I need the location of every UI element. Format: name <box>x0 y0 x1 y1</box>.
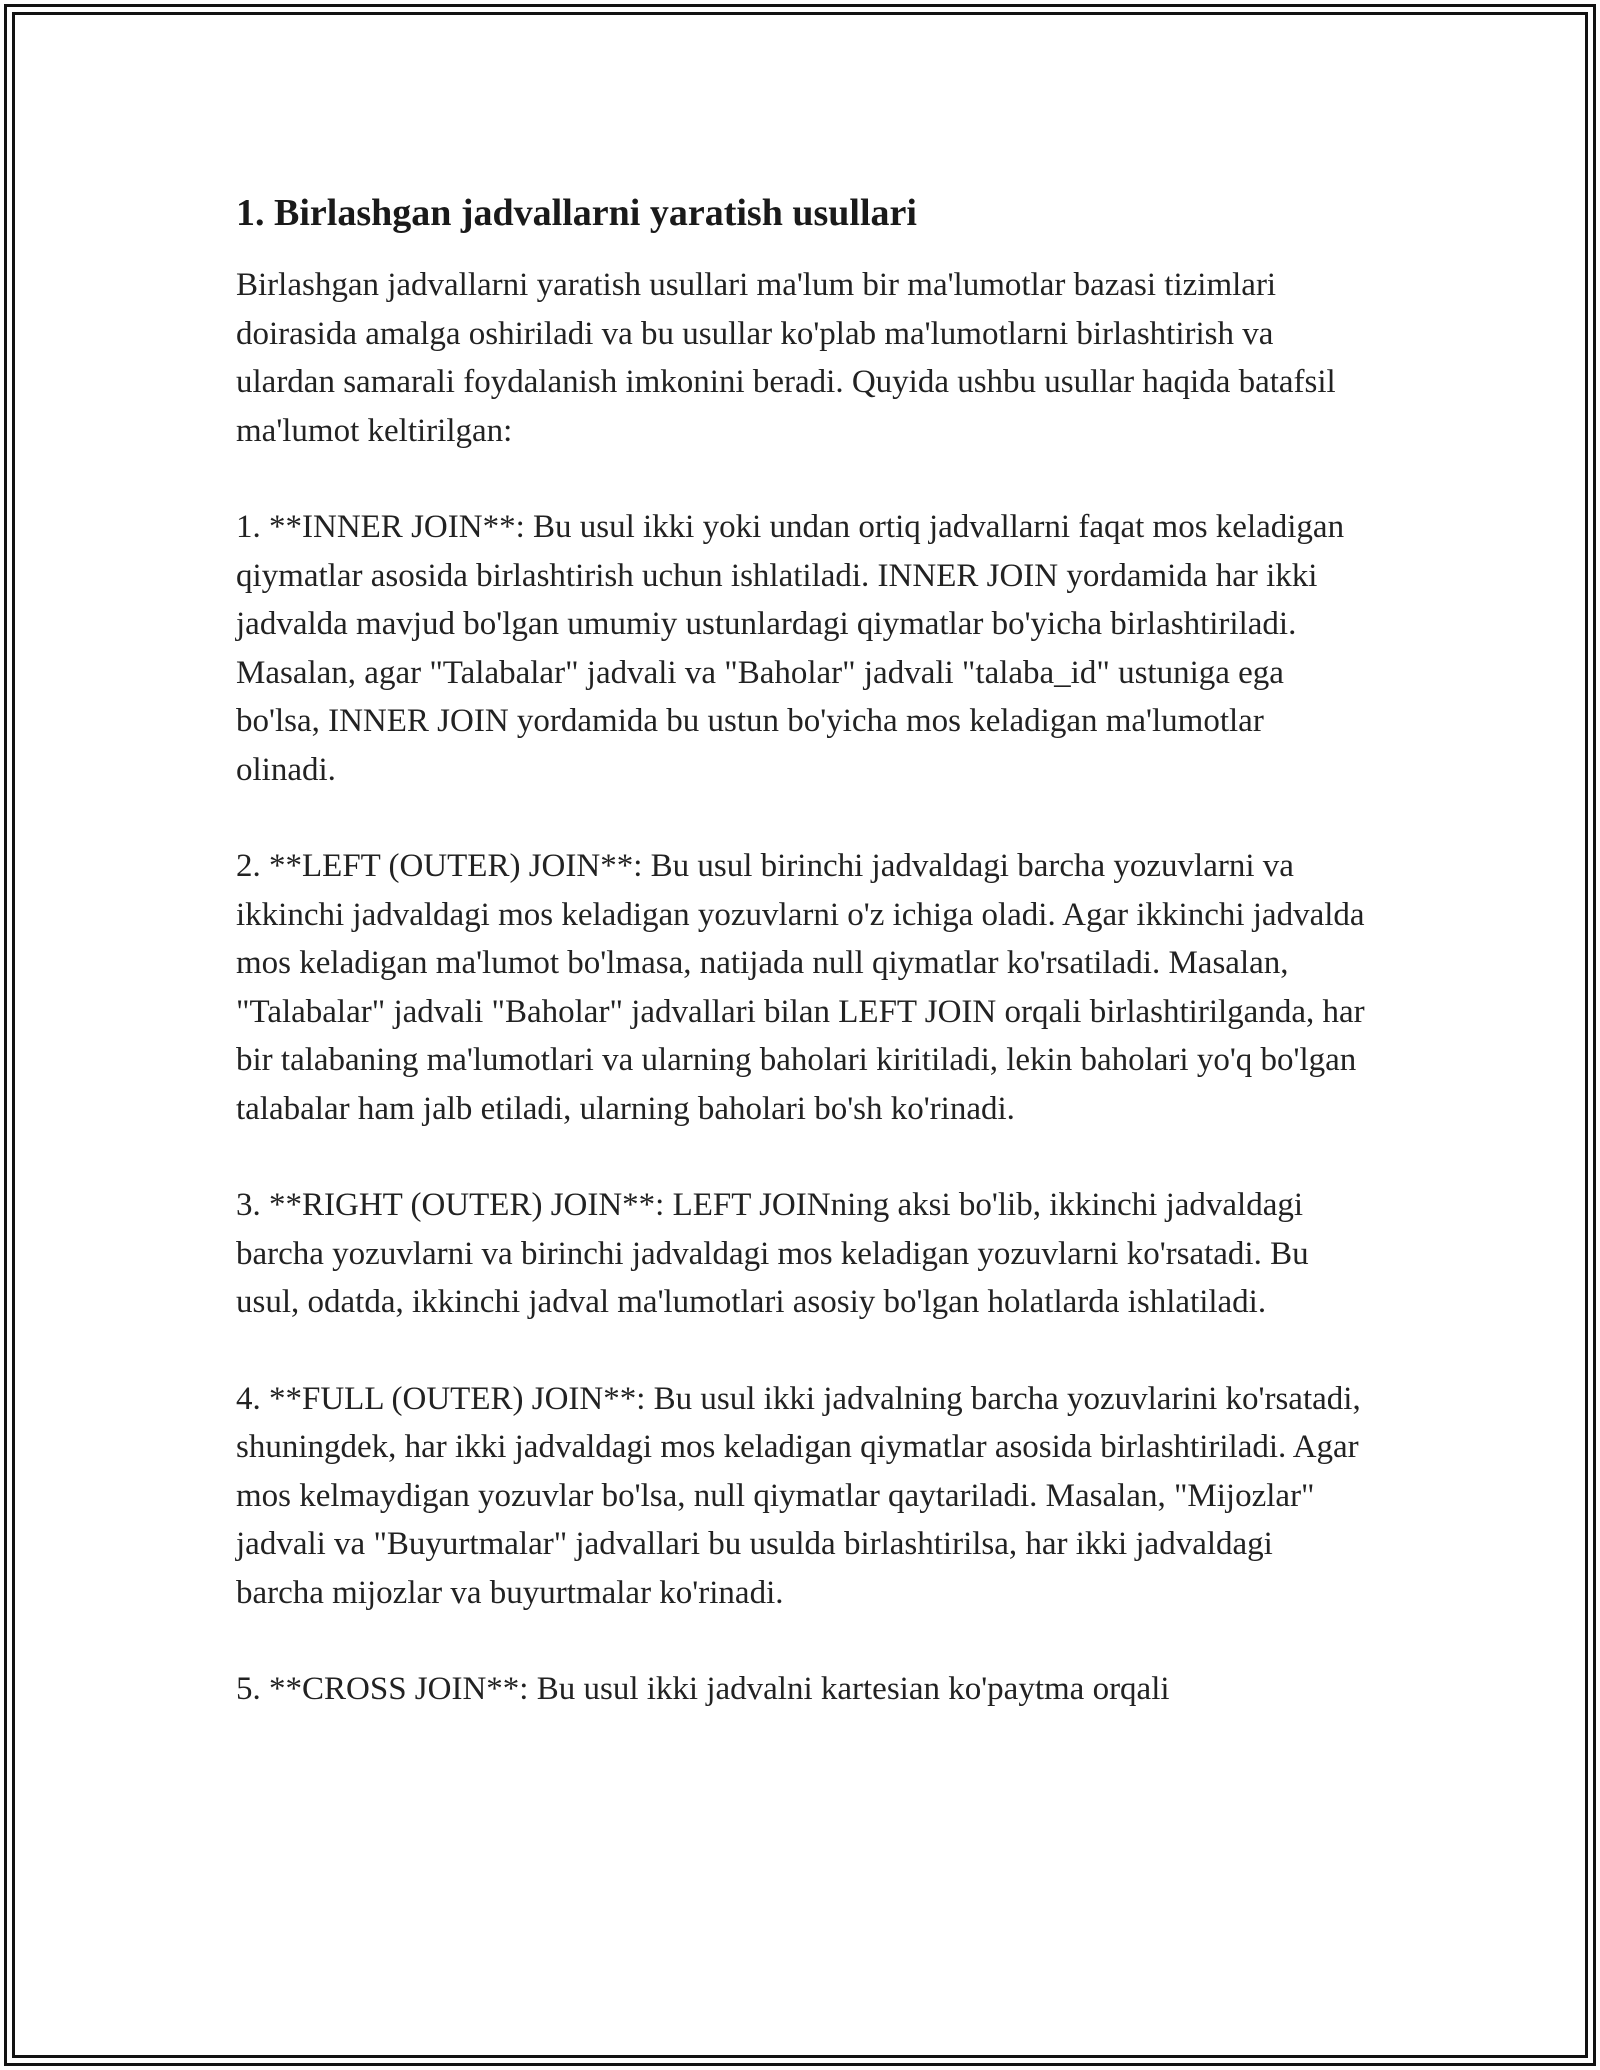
list-item-right-join: 3. **RIGHT (OUTER) JOIN**: LEFT JOINning aksi bo'lib, ikkinchi jadvaldagi barcha yozuvlarni va birinchi jadvaldagi mos keladigan yozuvlarni ko'rsatadi. Bu usul, odatda, ikkinchi jadval ma'lumotlari asosiy bo'lgan holatlarda ishlatiladi. <box>236 1187 1309 1320</box>
intro-paragraph: Birlashgan jadvallarni yaratish usullari ma'lum bir ma'lumotlar bazasi tizimlari doirasida amalga oshiriladi va bu usullar ko'plab ma'lumotlarni birlashtirish va ulardan samarali foydalanish imkonini beradi. Quyida ushbu usullar haqida batafsil ma'lumot keltirilgan: <box>236 267 1336 449</box>
list-item-inner-join: 1. **INNER JOIN**: Bu usul ikki yoki undan ortiq jadvallarni faqat mos keladigan qiymatlar asosida birlashtirish uchun ishlatiladi. INNER JOIN yordamida har ikki jadvalda mavjud bo'lgan umumiy ustunlardagi qiymatlar bo'yicha birlashtiriladi. Masalan, agar "Talabalar" jadvali va "Baholar" jadvali "talaba_id" ustuniga ega bo'lsa, INNER JOIN yordamida bu ustun bo'yicha mos keladigan ma'lumotlar olinadi. <box>236 509 1345 788</box>
list-item-cross-join: 5. **CROSS JOIN**: Bu usul ikki jadvalni kartesian ko'paytma orqali <box>236 1671 1170 1707</box>
document-body <box>236 185 1366 1762</box>
list-item-full-join: 4. **FULL (OUTER) JOIN**: Bu usul ikki jadvalning barcha yozuvlarini ko'rsatadi, shuningdek, har ikki jadvaldagi mos keladigan qiymatlar asosida birlashtiriladi. Agar mos kelmaydigan yozuvlar bo'lsa, null qiymatlar qaytariladi. Masalan, "Mijozlar" jadvali va "Buyurtmalar" jadvallari bu usulda birlashtirilsa, har ikki jadvaldagi barcha mijozlar va buyurtmalar ko'rinadi. <box>236 1380 1361 1611</box>
list-item-left-join: 2. **LEFT (OUTER) JOIN**: Bu usul birinchi jadvaldagi barcha yozuvlarni va ikkinchi jadvaldagi mos keladigan yozuvlarni o'z ichiga oladi. Agar ikkinchi jadvalda mos keladigan ma'lumot bo'lmasa, natijada null qiymatlar ko'rsatiladi. Masalan, "Talabalar" jadvali "Baholar" jadvallari bilan LEFT JOIN orqali birlashtirilganda, har bir talabaning ma'lumotlari va ularning baholari kiritiladi, lekin baholari yo'q bo'lgan talabalar ham jalb etiladi, ularning baholari bo'sh ko'rinadi. <box>236 848 1365 1127</box>
section-heading: 1. Birlashgan jadvallarni yaratish usullari <box>236 192 917 234</box>
